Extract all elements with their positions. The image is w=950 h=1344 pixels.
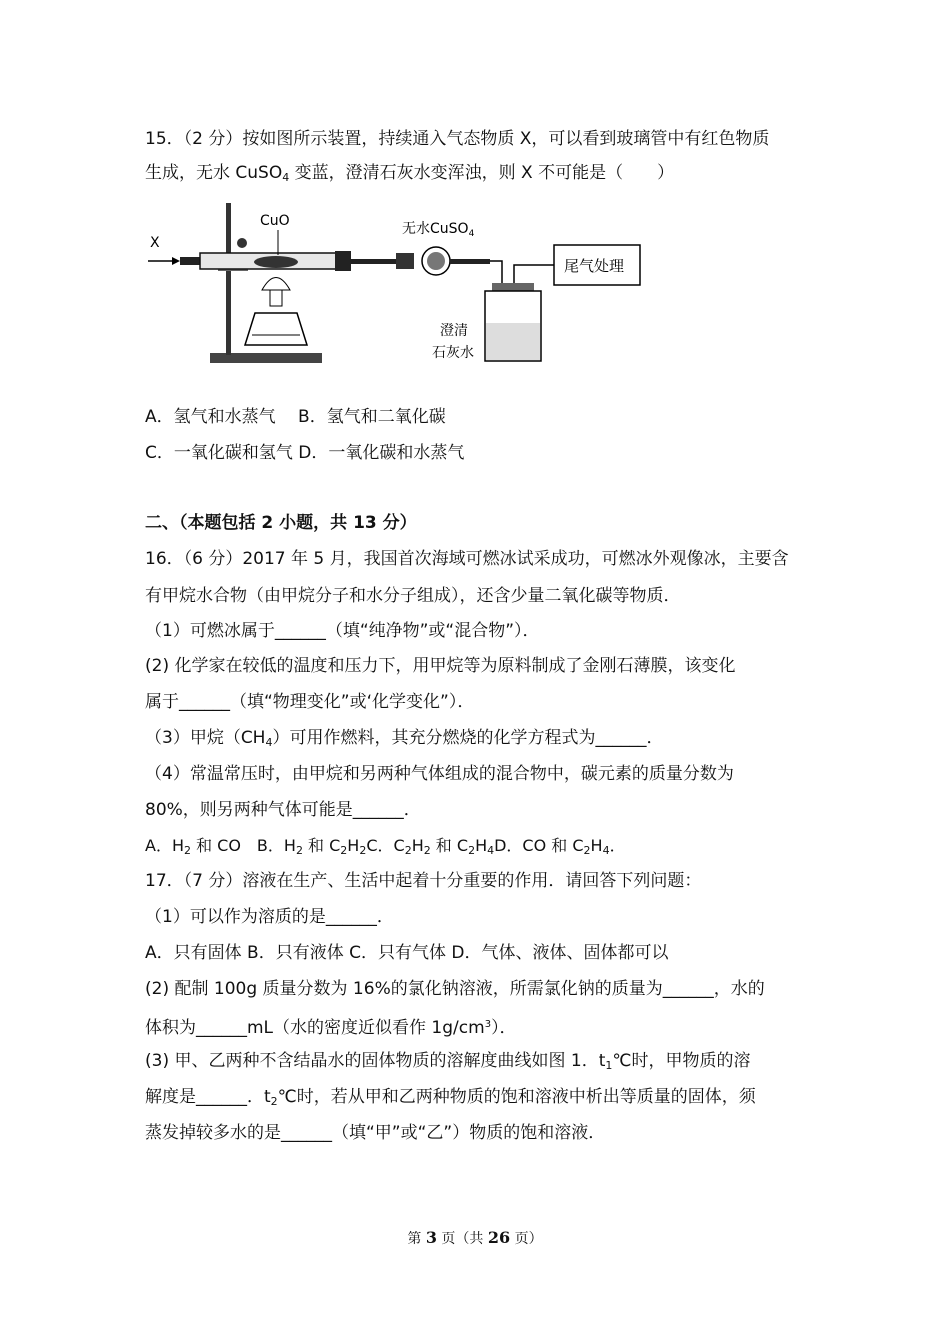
opt-seg: 和 CO B．H bbox=[190, 836, 296, 855]
q15-line-2 bbox=[145, 162, 674, 189]
label-lime-1: 澄清 bbox=[440, 323, 468, 339]
q16-line-2: 有甲烷水合物（由甲烷分子和水分子组成），还含少量二氧化碳等物质． bbox=[145, 586, 681, 606]
q17-p3-l1-b: ℃时，甲物质的溶 bbox=[612, 1051, 751, 1071]
q16-part-4-line-1: （4）常温常压时，由甲烷和另两种气体组成的混合物中，碳元素的质量分数为 bbox=[145, 764, 734, 784]
opt-seg: C．C bbox=[366, 836, 405, 855]
clamp-screw bbox=[237, 238, 247, 248]
page-footer bbox=[0, 1228, 950, 1248]
q17-p2-sup: 3 bbox=[484, 1019, 492, 1030]
apparatus-diagram bbox=[140, 195, 660, 380]
lime-water bbox=[486, 323, 540, 360]
label-cuso4 bbox=[402, 220, 475, 239]
opt-seg: ． bbox=[609, 836, 626, 855]
arrow-head bbox=[172, 257, 180, 265]
outlet-tube bbox=[450, 259, 490, 264]
connector-tube bbox=[351, 259, 396, 264]
q17-p3-l1-sub: 1 bbox=[605, 1059, 613, 1072]
q16-part-4-line-2: 80%，则另两种气体可能是______． bbox=[145, 800, 421, 820]
lamp-wick-holder bbox=[270, 290, 282, 306]
q16-part-3-a: （3）甲烷（CH bbox=[145, 728, 266, 748]
opt-seg: H bbox=[347, 836, 360, 855]
q16-part-2-line-1: (2) 化学家在较低的温度和压力下，用甲烷等为原料制成了金刚石薄膜，该变化 bbox=[145, 656, 736, 676]
label-tail-gas: 尾气处理 bbox=[564, 257, 625, 275]
opt-sub: 2 bbox=[183, 844, 191, 857]
opt-sub: 2 bbox=[404, 844, 412, 857]
q17-p3-l1-a: (3) 甲、乙两种不含结晶水的固体物质的溶解度曲线如图 1．t bbox=[145, 1051, 606, 1071]
tube-stopper bbox=[335, 251, 351, 271]
q16-part-3 bbox=[145, 727, 663, 754]
footer-pre: 第 bbox=[407, 1231, 426, 1247]
opt-seg: H bbox=[475, 836, 488, 855]
opt-seg: 和 C bbox=[302, 836, 341, 855]
footer-mid: 页（共 bbox=[436, 1231, 488, 1247]
opt-sub: 2 bbox=[340, 844, 348, 857]
q16-options bbox=[145, 835, 626, 862]
label-cuo: CuO bbox=[260, 213, 290, 229]
q17-part-3-line-1 bbox=[145, 1050, 750, 1077]
q15-options-ab: A．氢气和水蒸气 B．氢气和二氧化碳 bbox=[145, 407, 446, 427]
q15-options-cd: C．一氧化碳和氢气 D．一氧化碳和水蒸气 bbox=[145, 443, 465, 463]
q17-part-2-line-2 bbox=[145, 1014, 517, 1039]
flame bbox=[262, 278, 290, 291]
opt-sub: 4 bbox=[487, 844, 495, 857]
section-2-heading: 二、（本题包括 2 小题，共 13 分） bbox=[145, 513, 417, 533]
opt-sub: 2 bbox=[468, 844, 476, 857]
q16-part-1: （1）可燃冰属于______（填“纯净物”或“混合物”）． bbox=[145, 621, 540, 641]
label-lime-2: 石灰水 bbox=[432, 345, 474, 361]
q17-part-2-line-1: (2) 配制 100g 质量分数为 16%的氯化钠溶液，所需氯化钠的质量为______，水的 bbox=[145, 979, 765, 999]
q17-part-1: （1）可以作为溶质的是______． bbox=[145, 907, 394, 927]
q17-p2-a: 体积为______mL（水的密度近似看作 1g/cm bbox=[145, 1018, 485, 1038]
q15-line-1: 15．（2 分）按如图所示装置，持续通入气态物质 X，可以看到玻璃管中有红色物质 bbox=[145, 129, 770, 149]
q17-p3-l2-sub: 2 bbox=[270, 1095, 278, 1108]
footer-total-pages: 26 bbox=[487, 1228, 511, 1247]
q17-p2-b: ）． bbox=[491, 1018, 517, 1038]
q16-part-2-line-2: 属于______（填“物理变化”或‘化学变化”）． bbox=[145, 692, 475, 712]
q15-line-2-a: 生成，无水 CuSO bbox=[145, 163, 283, 183]
opt-seg: H bbox=[411, 836, 424, 855]
label-cuso4-text: 无水CuSO bbox=[402, 221, 469, 237]
q16-part-3-sub: 4 bbox=[265, 736, 273, 749]
opt-sub: 2 bbox=[423, 844, 431, 857]
opt-seg: A．H bbox=[145, 836, 184, 855]
q17-line-1: 17．（7 分）溶液在生产、生活中起着十分重要的作用．请回答下列问题： bbox=[145, 871, 702, 891]
alcohol-lamp bbox=[245, 313, 307, 345]
q17-part-3-line-2 bbox=[145, 1086, 756, 1113]
label-cuso4-sub: 4 bbox=[468, 229, 475, 239]
bottle-stopper bbox=[492, 283, 534, 291]
q15-line-2-sub: 4 bbox=[282, 171, 290, 184]
inlet-tube bbox=[180, 257, 200, 265]
q17-p3-l2-a: 解度是______．t bbox=[145, 1087, 271, 1107]
opt-seg: 和 C bbox=[430, 836, 469, 855]
opt-sub: 2 bbox=[295, 844, 303, 857]
cuso4-packing bbox=[427, 252, 445, 270]
drying-tube-stopper bbox=[396, 253, 414, 269]
q16-line-1: 16．（6 分）2017 年 5 月，我国首次海域可燃冰试采成功，可燃冰外观像冰，主要含 bbox=[145, 549, 789, 569]
footer-page-number: 3 bbox=[425, 1228, 437, 1247]
q16-part-3-b: ）可用作燃料，其充分燃烧的化学方程式为______． bbox=[272, 728, 664, 748]
opt-sub: 2 bbox=[359, 844, 367, 857]
opt-seg: H bbox=[590, 836, 603, 855]
q17-p3-l2-b: ℃时，若从甲和乙两种物质的饱和溶液中析出等质量的固体，须 bbox=[277, 1087, 756, 1107]
label-x: X bbox=[150, 235, 160, 251]
opt-sub: 4 bbox=[602, 844, 610, 857]
q17-part-1-options: A．只有固体 B．只有液体 C．只有气体 D．气体、液体、固体都可以 bbox=[145, 943, 669, 963]
stand-rod bbox=[226, 203, 231, 355]
opt-seg: D．CO 和 C bbox=[494, 836, 584, 855]
opt-sub: 2 bbox=[583, 844, 591, 857]
q17-part-3-line-3: 蒸发掉较多水的是______（填“甲”或“乙”）物质的饱和溶液． bbox=[145, 1123, 606, 1143]
footer-post: 页） bbox=[510, 1231, 543, 1247]
cuo-powder bbox=[254, 256, 298, 268]
q15-line-2-b: 变蓝，澄清石灰水变浑浊，则 X 不可能是（ ） bbox=[289, 163, 675, 183]
